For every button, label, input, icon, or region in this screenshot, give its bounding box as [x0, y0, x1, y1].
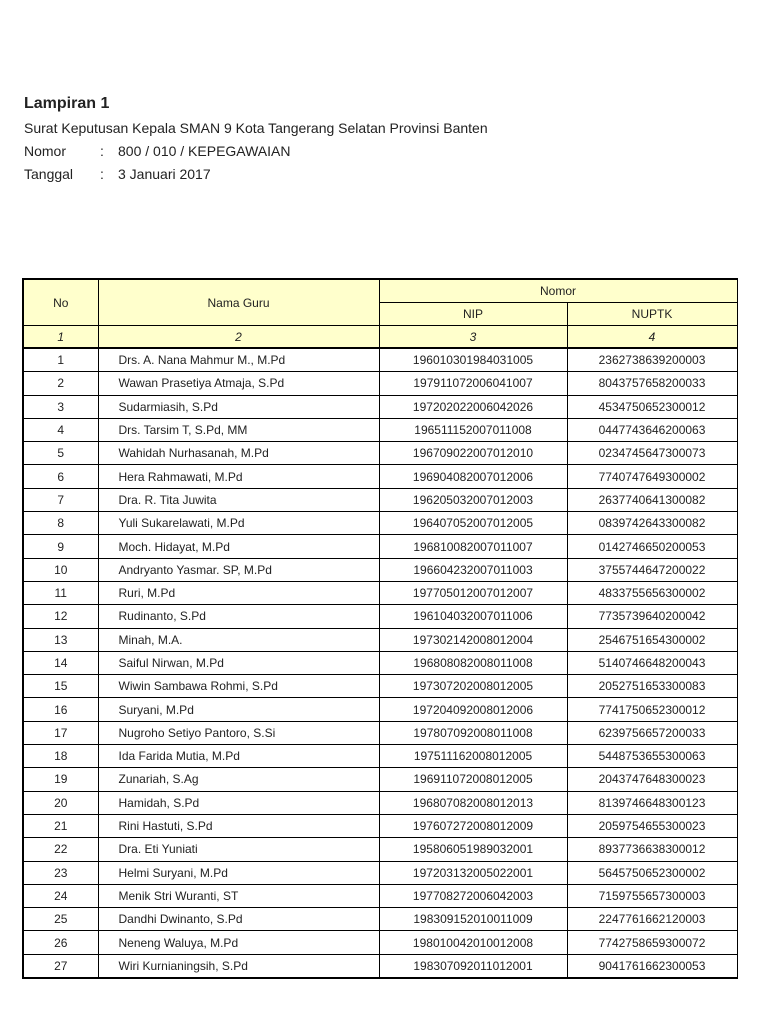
- cell-nip: 196808082008011008: [379, 651, 567, 674]
- table-row: [23, 605, 737, 628]
- cell-name: Ida Farida Mutia, M.Pd: [98, 745, 379, 768]
- cell-name: Moch. Hidayat, M.Pd: [98, 535, 379, 558]
- table-row: [23, 721, 737, 744]
- cell-nip: 196604232007011003: [379, 558, 567, 581]
- cell-nip: 197807092008011008: [379, 721, 567, 744]
- column-number: 4: [567, 326, 737, 349]
- meta-value: 800 / 010 / KEPEGAWAIAN: [118, 143, 291, 159]
- cell-nuptk: 0234745647300073: [567, 442, 737, 465]
- teacher-table-container: [22, 278, 736, 979]
- cell-name: Rudinanto, S.Pd: [98, 605, 379, 628]
- cell-name: Sudarmiasih, S.Pd: [98, 395, 379, 418]
- meta-value: 3 Januari 2017: [118, 166, 211, 182]
- cell-no: 16: [23, 698, 98, 721]
- cell-name: Yuli Sukarelawati, M.Pd: [98, 512, 379, 535]
- cell-nip: 196010301984031005: [379, 348, 567, 372]
- cell-nuptk: 4833755656300002: [567, 581, 737, 604]
- header-nuptk: NUPTK: [567, 303, 737, 326]
- cell-no: 2: [23, 372, 98, 395]
- cell-nip: 197708272006042003: [379, 884, 567, 907]
- cell-nip: 196205032007012003: [379, 488, 567, 511]
- cell-nuptk: 4534750652300012: [567, 395, 737, 418]
- table-row: [23, 768, 737, 791]
- table-row: [23, 372, 737, 395]
- cell-no: 1: [23, 348, 98, 372]
- cell-no: 15: [23, 675, 98, 698]
- cell-nuptk: 0447743646200063: [567, 418, 737, 441]
- cell-no: 9: [23, 535, 98, 558]
- cell-name: Helmi Suryani, M.Pd: [98, 861, 379, 884]
- cell-nip: 197302142008012004: [379, 628, 567, 651]
- cell-name: Drs. Tarsim T, S.Pd, MM: [98, 418, 379, 441]
- table-row: [23, 954, 737, 978]
- table-row: [23, 698, 737, 721]
- cell-no: 22: [23, 838, 98, 861]
- column-number: 2: [98, 326, 379, 349]
- cell-nip: 196904082007012006: [379, 465, 567, 488]
- meta-row-nomor: [24, 140, 744, 163]
- table-row: [23, 512, 737, 535]
- cell-nuptk: 2052751653300083: [567, 675, 737, 698]
- cell-no: 20: [23, 791, 98, 814]
- cell-nip: 198309152010011009: [379, 908, 567, 931]
- cell-name: Dandhi Dwinanto, S.Pd: [98, 908, 379, 931]
- cell-no: 13: [23, 628, 98, 651]
- cell-name: Drs. A. Nana Mahmur M., M.Pd: [98, 348, 379, 372]
- table-row: [23, 861, 737, 884]
- cell-no: 5: [23, 442, 98, 465]
- cell-nuptk: 7740747649300002: [567, 465, 737, 488]
- cell-no: 12: [23, 605, 98, 628]
- cell-nip: 196709022007012010: [379, 442, 567, 465]
- cell-no: 17: [23, 721, 98, 744]
- cell-nuptk: 7159755657300003: [567, 884, 737, 907]
- cell-nip: 196104032007011006: [379, 605, 567, 628]
- cell-nip: 197705012007012007: [379, 581, 567, 604]
- teacher-table: [22, 278, 738, 979]
- meta-row-tanggal: [24, 163, 744, 186]
- table-row: [23, 791, 737, 814]
- cell-name: Wiwin Sambawa Rohmi, S.Pd: [98, 675, 379, 698]
- header-no: No: [23, 279, 98, 326]
- cell-name: Andryanto Yasmar. SP, M.Pd: [98, 558, 379, 581]
- cell-name: Wawan Prasetiya Atmaja, S.Pd: [98, 372, 379, 395]
- cell-no: 7: [23, 488, 98, 511]
- cell-nuptk: 5645750652300002: [567, 861, 737, 884]
- table-row: [23, 418, 737, 441]
- table-row: [23, 442, 737, 465]
- cell-nuptk: 9041761662300053: [567, 954, 737, 978]
- cell-nuptk: 2059754655300023: [567, 814, 737, 837]
- header-nomor-group: Nomor: [379, 279, 737, 303]
- cell-name: Wiri Kurnianingsih, S.Pd: [98, 954, 379, 978]
- cell-no: 14: [23, 651, 98, 674]
- header-name: Nama Guru: [98, 279, 379, 326]
- cell-no: 18: [23, 745, 98, 768]
- cell-nip: 196911072008012005: [379, 768, 567, 791]
- cell-nip: 196511152007011008: [379, 418, 567, 441]
- table-row: [23, 838, 737, 861]
- cell-no: 4: [23, 418, 98, 441]
- cell-no: 10: [23, 558, 98, 581]
- cell-nip: 195806051989032001: [379, 838, 567, 861]
- meta-label: Nomor: [24, 143, 67, 159]
- cell-nip: 198307092011012001: [379, 954, 567, 978]
- cell-nuptk: 2247761662120003: [567, 908, 737, 931]
- decree-subtitle: Surat Keputusan Kepala SMAN 9 Kota Tangerang Selatan Provinsi Banten: [24, 120, 488, 136]
- cell-name: Menik Stri Wuranti, ST: [98, 884, 379, 907]
- cell-nip: 198010042010012008: [379, 931, 567, 954]
- cell-nip: 197307202008012005: [379, 675, 567, 698]
- cell-name: Nugroho Setiyo Pantoro, S.Si: [98, 721, 379, 744]
- cell-nip: 197202022006042026: [379, 395, 567, 418]
- cell-nuptk: 8937736638300012: [567, 838, 737, 861]
- page-title: Lampiran 1: [24, 95, 110, 112]
- table-row: [23, 884, 737, 907]
- table-row: [23, 348, 737, 372]
- cell-nip: 197607272008012009: [379, 814, 567, 837]
- cell-nuptk: 2637740641300082: [567, 488, 737, 511]
- cell-no: 19: [23, 768, 98, 791]
- table-row: [23, 628, 737, 651]
- cell-name: Saiful Nirwan, M.Pd: [98, 651, 379, 674]
- table-row: [23, 931, 737, 954]
- cell-nuptk: 5448753655300063: [567, 745, 737, 768]
- cell-name: Suryani, M.Pd: [98, 698, 379, 721]
- cell-nuptk: 5140746648200043: [567, 651, 737, 674]
- cell-name: Dra. R. Tita Juwita: [98, 488, 379, 511]
- cell-nuptk: 7735739640200042: [567, 605, 737, 628]
- cell-nip: 197911072006041007: [379, 372, 567, 395]
- cell-nip: 197204092008012006: [379, 698, 567, 721]
- table-row: [23, 465, 737, 488]
- cell-nuptk: 3755744647200022: [567, 558, 737, 581]
- cell-nuptk: 8043757658200033: [567, 372, 737, 395]
- cell-nuptk: 7741750652300012: [567, 698, 737, 721]
- cell-nip: 196810082007011007: [379, 535, 567, 558]
- cell-nip: 196807082008012013: [379, 791, 567, 814]
- cell-no: 8: [23, 512, 98, 535]
- cell-nuptk: 2362738639200003: [567, 348, 737, 372]
- column-number: 3: [379, 326, 567, 349]
- table-row: [23, 745, 737, 768]
- cell-name: Dra. Eti Yuniati: [98, 838, 379, 861]
- table-row: [23, 395, 737, 418]
- cell-nuptk: 7742758659300072: [567, 931, 737, 954]
- cell-nuptk: 0142746650200053: [567, 535, 737, 558]
- cell-no: 27: [23, 954, 98, 978]
- header-nip: NIP: [379, 303, 567, 326]
- cell-no: 25: [23, 908, 98, 931]
- cell-nuptk: 6239756657200033: [567, 721, 737, 744]
- cell-name: Ruri, M.Pd: [98, 581, 379, 604]
- cell-name: Wahidah Nurhasanah, M.Pd: [98, 442, 379, 465]
- cell-name: Neneng Waluya, M.Pd: [98, 931, 379, 954]
- table-row: [23, 488, 737, 511]
- table-row: [23, 908, 737, 931]
- cell-name: Minah, M.A.: [98, 628, 379, 651]
- cell-no: 21: [23, 814, 98, 837]
- cell-nuptk: 2546751654300002: [567, 628, 737, 651]
- document-header: [24, 92, 744, 186]
- cell-name: Hamidah, S.Pd: [98, 791, 379, 814]
- table-row: [23, 675, 737, 698]
- table-row: [23, 535, 737, 558]
- table-row: [23, 581, 737, 604]
- cell-no: 11: [23, 581, 98, 604]
- cell-no: 26: [23, 931, 98, 954]
- cell-nip: 197203132005022001: [379, 861, 567, 884]
- meta-label: Tanggal: [24, 166, 74, 182]
- cell-name: Hera Rahmawati, M.Pd: [98, 465, 379, 488]
- table-body: [23, 348, 737, 978]
- table-header: [23, 279, 737, 348]
- cell-no: 3: [23, 395, 98, 418]
- cell-nip: 197511162008012005: [379, 745, 567, 768]
- cell-no: 24: [23, 884, 98, 907]
- cell-name: Zunariah, S.Ag: [98, 768, 379, 791]
- cell-no: 23: [23, 861, 98, 884]
- cell-nuptk: 8139746648300123: [567, 791, 737, 814]
- table-row: [23, 651, 737, 674]
- cell-nuptk: 2043747648300023: [567, 768, 737, 791]
- cell-nuptk: 0839742643300082: [567, 512, 737, 535]
- cell-name: Rini Hastuti, S.Pd: [98, 814, 379, 837]
- column-number: 1: [23, 326, 98, 349]
- table-row: [23, 814, 737, 837]
- cell-no: 6: [23, 465, 98, 488]
- table-row: [23, 558, 737, 581]
- cell-nip: 196407052007012005: [379, 512, 567, 535]
- meta-colon: :: [100, 143, 104, 159]
- meta-colon: :: [100, 166, 104, 182]
